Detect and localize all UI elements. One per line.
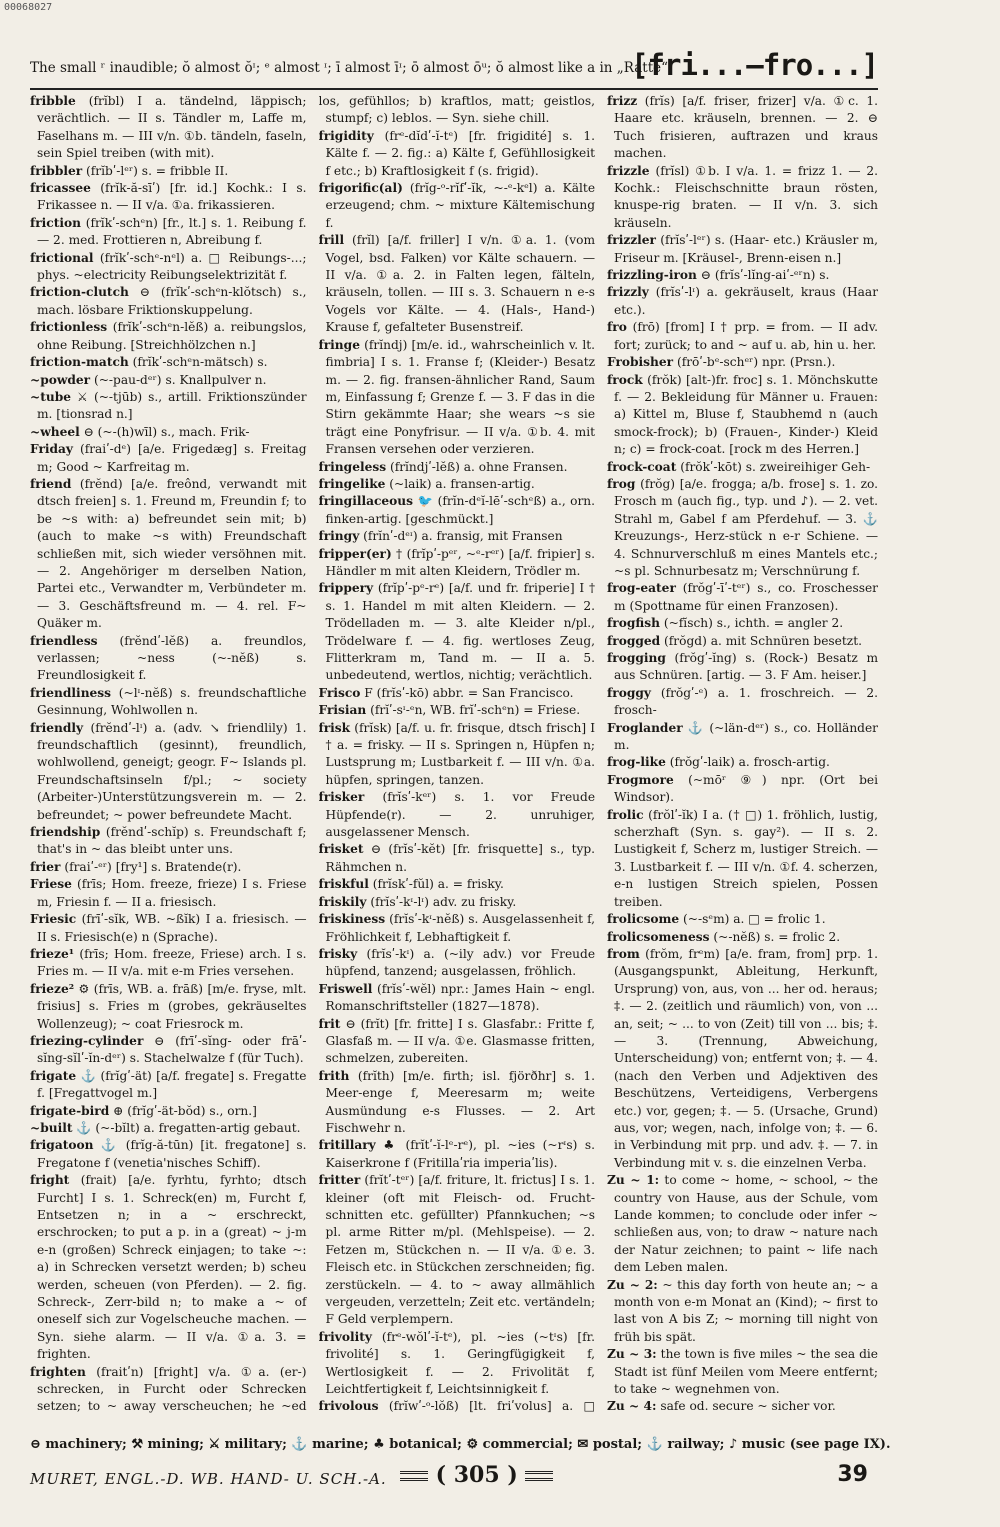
- dictionary-entry: [30, 1137, 307, 1172]
- dictionary-entry: [607, 754, 878, 771]
- source-title: MURET, ENGL.-D. WB. HAND- U. SCH.-A.: [30, 1470, 387, 1488]
- headword: friction-clutch: [30, 285, 129, 300]
- headword: friendliness: [30, 685, 112, 700]
- headword: fro: [607, 320, 627, 335]
- headword: fringelike: [318, 476, 386, 491]
- headword: friction-match: [30, 355, 129, 370]
- dictionary-entry: [607, 911, 878, 928]
- entry-definition: (frĭbl) I a. tändelnd, läppisch; verächtlich. — II s. Tändler m, Laffe m, Faselhans m. — III v/n. ①b. tändeln, faseln, sein Spiel treiben (with mit).: [37, 94, 307, 161]
- headword: fribbler: [30, 163, 83, 178]
- entry-definition: (frĭndj) [m/e. id., wahrscheinlich v. lt. fimbria] I s. 1. Franse f; (Kleider-) Besatz m. — 2. fig. fransen-ähnlicher Rand, Saum m, Einfassung f; Grenze f. — 3. F das in die Stirn gekämmte Haar; she wears ~s sie trägt eine Ponyfrisur. — II v/a. ①b. 4. mit Fransen versehen oder verzieren.: [325, 337, 596, 457]
- entry-definition: ⚓ (~län-dᵉʳ) s., co. Holländer m.: [614, 720, 879, 753]
- headword: fripper(er): [318, 546, 392, 561]
- entry-definition: (frĭs) [a/f. friser, frizer] v/a. ①c. 1. Haare etc. kräuseln, brennen. — 2. ⊖ Tuch frisieren, auftrazen und kraus machen.: [614, 94, 879, 161]
- entry-definition: (frĭskʹ-fŭl) a. = frisky.: [372, 877, 504, 892]
- entry-definition: (frĭsk) [a/f. u. fr. frisque, dtsch frisch] I † a. = frisky. — II s. Springen n, Hüpfen n; Lustsprung m; Lustbarkeit f. — III v/n. ①a. hüpfen, springen, tanzen.: [325, 720, 596, 787]
- dictionary-entry: [607, 284, 878, 319]
- headword: ~wheel: [30, 424, 80, 439]
- entry-definition: (frŏkʹ-kōt) s. zweireihiger Geh-: [680, 459, 871, 474]
- dictionary-entry: [30, 1120, 307, 1137]
- dictionary-entry: [319, 1016, 596, 1068]
- headword: froggy: [607, 685, 651, 700]
- entry-definition: (frĭndjʹ-lĕß) a. ohne Fransen.: [389, 459, 568, 474]
- headword: frolic: [607, 807, 644, 822]
- headword: frieze²: [30, 981, 75, 996]
- entry-definition: (frᵉ-dĭdʹ-ĭ-tᵉ) [fr. frigidité] s. 1. Kälte f. — 2. fig.: a) Kälte f, Gefühllosigkeit f etc.; b) Kraftlosigkeit f (s. frigid).: [325, 128, 596, 178]
- entry-definition: (fraiʹ-dᵉ) [a/e. Frigedæg] s. Freitag m; Good ~ Karfreitag m.: [37, 442, 307, 474]
- entry-definition: ⚓ (frĭgʹ-ät) [a/f. fregate] s. Fregatte f. [Fregattvogel m.]: [37, 1068, 307, 1101]
- dictionary-entry: [30, 424, 307, 441]
- page-number: [400, 1462, 553, 1488]
- dictionary-entry: [30, 354, 307, 371]
- dictionary-entry: [319, 1137, 596, 1172]
- dictionary-entry: [607, 807, 878, 911]
- entry-definition: (~laik) a. fransen-artig.: [389, 476, 535, 491]
- entry-definition: (frŏm, frᵉm) [a/e. fram, from] prp. 1. (Ausgangspunkt, Ableitung, Herkunft, Ursprung) von, aus, von ... her od. heraus; ‡. — 2. (zeitlich und räumlich) von, von ... an, seit; ~ ... to von (Zeit) till von ... bis; ‡. — 3. (Trennung, Abweichung, Unterscheidung) von; entfernt von; ‡. — 4. (nach den Verben und Adjektiven des Beschützens, Verteidigens, Verbergens etc.) vor, gegen; ‡. — 5. (Ursache, Grund) aus, vor; wegen, nach, infolge von; ‡. — 6. in Verbindung mit prp. und adv. ‡. — 7. in Verbindung mit v. s. die einzelnen Verba.: [614, 946, 879, 1170]
- dictionary-entry: [607, 459, 878, 476]
- headword: friend: [30, 476, 72, 491]
- column-3: [607, 93, 878, 1413]
- dictionary-entry: [30, 180, 307, 215]
- dictionary-entry: [30, 720, 307, 824]
- dictionary-entry: [607, 633, 878, 650]
- headword: friskiness: [318, 912, 386, 927]
- dictionary-entry: [319, 720, 596, 790]
- headword: Friday: [30, 442, 73, 457]
- entry-definition: (frĕndʹ-lĕß) a. freundlos, verlassen; ~ness (~-nĕß) s. Freundlosigkeit f.: [37, 633, 307, 683]
- headword: frizzle: [607, 163, 650, 178]
- entry-definition: ⊕ (frĭgʹ-ät-bŏd) s., orn.]: [113, 1103, 257, 1118]
- headword: Friswell: [318, 981, 373, 996]
- entry-definition: (frĕndʹ-lᶦ) a. (adv. ↘ friendlily) 1. freundschaftlich (gesinnt), freundlich, wohlwollend, geneigt; geogr. F~ Islands pl. Freundschaftsinseln f/pl.; ~ society (Arbeiter-)Unterstützungsverein m. — 2. befreundet; ~ power befreundete Macht.: [37, 720, 307, 822]
- dictionary-entry: [319, 685, 596, 702]
- entry-definition: (~mōʳ ⑨) npr. (Ort bei Windsor).: [614, 772, 879, 805]
- headword: frog-like: [607, 755, 666, 770]
- entry-definition: (frĭwʹ-ᵒ-lŏß) [lt. friʹvolus] a. □: [388, 1399, 596, 1413]
- dictionary-entry: [607, 929, 878, 946]
- entry-definition: (frĭbʹ-lᵉʳ) s. = fribble II.: [86, 163, 229, 178]
- dictionary-entry: [319, 1398, 596, 1413]
- entry-definition: (frĭtʹ-tᵉʳ) [a/f. friture, lt. frictus] I s. 1. kleiner (oft mit Fleisch- od. Frucht-schnitten etc. gefüllter) Pfannkuchen; ~s pl. arme Ritter m/pl. (Mehlspeise). — 2. Fetzen m, Stückchen n. — II v/a. ①e. 3. Fleisch etc. in Stückchen zerschneiden; fig. zerstückeln. — 4. to ~ away allmählich vergeuden, verzetteln; Zeit etc. vertändeln; F Geld verplempern.: [325, 1173, 596, 1327]
- entry-definition: (fraiʹ-ᵉʳ) [fry¹] s. Bratende(r).: [64, 859, 242, 874]
- entry-definition: (frĭsʹ-lᵉʳ) s. (Haar- etc.) Kräusler m, Friseur m. [Kräusel-, Brenn-eisen n.]: [614, 233, 879, 265]
- headword: Frobisher: [607, 355, 674, 370]
- dictionary-entry: [30, 1103, 307, 1120]
- dictionary-entry: [607, 232, 878, 267]
- entry-definition: (frŏgʹ-ᵉ) a. 1. froschreich. — 2. frosch-: [614, 685, 879, 718]
- headword: friskful: [318, 877, 369, 892]
- dictionary-entry: [607, 1346, 878, 1398]
- dictionary-entry: [607, 580, 878, 615]
- headword: fringy: [318, 529, 360, 544]
- headword: frictional: [30, 250, 94, 265]
- headword: Zu ~ 2:: [607, 1277, 658, 1292]
- entry-definition: (frĭsl) ①b. I v/a. 1. = frizz 1. — 2. Kochk.: Fleischschnitte braun rösten, knuspe-rig braten. — II v/n. 3. sich kräuseln.: [614, 163, 879, 230]
- dictionary-entry: [319, 911, 596, 946]
- entry-definition: ⊖ (frĭsʹ-lĭng-aiʹ-ᵉʳn) s.: [700, 268, 830, 283]
- headword: fringillaceous: [318, 494, 414, 509]
- dictionary-entry: [30, 284, 307, 319]
- dictionary-entry: [30, 1033, 307, 1068]
- entry-definition: the town is five miles ~ the sea die Stadt ist fünf Meilen vom Meere entfernt; to take ~ wegnehmen von.: [614, 1347, 879, 1397]
- sheet-number: 39: [837, 1462, 868, 1487]
- dictionary-entry: [607, 720, 878, 755]
- dictionary-entry: [607, 372, 878, 459]
- dictionary-entry: [30, 250, 307, 285]
- entry-definition: (frĭkʹ-schᵉ-nᵉl) a. □ Reibungs-...; phys. ~electricity Reibungselektrizität f.: [37, 250, 307, 283]
- headword: friendless: [30, 633, 98, 648]
- entry-definition: (frŏk) [alt-)fr. froc] s. 1. Mönchskutte f. — 2. Bekleidung für Männer u. Frauen: a) Kittel m, Bluse f, Staubhemd n (auch smock-frock); b) (Frauen-, Kinder-) Kleid n; c) = frock-coat. [rock m des Herren.]: [614, 372, 879, 457]
- headword: frizzly: [607, 285, 649, 300]
- headword: frisk: [318, 720, 351, 735]
- headword: frith: [318, 1068, 350, 1083]
- entry-definition: ⊖ (frĭt) [fr. fritte] I s. Glasfabr.: Fritte f, Glasfaß m. — II v/a. ①e. Glasmasse fritten, schmelzen, zubereiten.: [325, 1016, 596, 1066]
- entry-definition: (frĭg-ᵒ-rĭfʹ-ĭk, ~-ᵉ-kᵉl) a. Kälte erzeugend; chm. ~ mixture Kältemischung f.: [325, 181, 596, 230]
- dictionary-entry: [607, 615, 878, 632]
- entry-definition: (frait) [a/e. fyrhtu, fyrhto; dtsch Furcht] I s. 1. Schreck(en) m, Furcht f, Entsetzen n; in a ~ erschreckt, erschrocken; to put a p. in a (great) ~ j-m e-n (großen) Schreck einjagen; to take ~: a) in Schrecken versetzt werden; b) scheu werden, scheuen (von Pferden). — 2. fig. Schreck-, Zerr-bild n; to make a ~ of oneself sich zur Vogelscheuche machen. — Syn. siehe alarm. — II v/a. ①a. 3. = frighten.: [37, 1173, 307, 1362]
- dictionary-entry: [319, 476, 596, 493]
- dictionary-entry: [30, 215, 307, 250]
- dictionary-entry: [30, 1172, 307, 1363]
- dictionary-entry: [319, 789, 596, 841]
- dictionary-entry: [607, 93, 878, 163]
- dictionary-entry: [319, 493, 596, 528]
- page-header: [30, 48, 878, 90]
- entry-definition: (frᵉ-wŏlʹ-ĭ-tᵉ), pl. ~ies (~tᶦs) [fr. frivolité] s. 1. Geringfügigkeit f, Wertlosigkeit f. — 2. Frivolität f, Leichtfertigkeit f, Leichtsinnigkeit f.: [325, 1329, 596, 1397]
- guide-words: [fri...—fro...]: [631, 48, 878, 82]
- dictionary-entry: [607, 685, 878, 720]
- dictionary-entry: [30, 876, 307, 911]
- headword: friskily: [318, 894, 367, 909]
- entry-definition: ⚙ (frīs, WB. a. frāß) [m/e. fryse, mlt. frisius] s. Fries m (grobes, gekräuseltes Wollenzeug); ~ coat Friesrock m.: [37, 981, 307, 1031]
- dictionary-entry: [319, 876, 596, 893]
- headword: frigate: [30, 1068, 77, 1083]
- entry-definition: (frīʹ-sĭk, WB. ~ßĭk) I a. friesisch. — II s. Friesisch(e) n (Sprache).: [37, 912, 307, 944]
- headword: frisker: [318, 790, 365, 805]
- entry-definition: (~fĭsch) s., ichth. = angler 2.: [663, 616, 844, 631]
- headword: Frogmore: [607, 772, 674, 787]
- symbol-legend: ⊖ machinery; ⚒ mining; ⚔ military; ⚓ marine; ♣ botanical; ⚙ commercial; ✉ postal; ⚓ railway; ♪ music (see page IX).: [30, 1437, 891, 1452]
- dictionary-entry: [30, 476, 307, 633]
- headword: Frisian: [318, 703, 367, 718]
- dictionary-entry: [30, 859, 307, 876]
- headword: frigatoon: [30, 1138, 94, 1153]
- headword: fribble: [30, 94, 76, 108]
- dictionary-entry: [319, 1329, 596, 1399]
- headword: from: [607, 946, 640, 961]
- entry-definition: ♣ (frĭtʹ-ĭ-lᵉ-rᵉ), pl. ~ies (~rᶦs) s. Kaiserkrone f (Fritillaʹria imperiaʹlis).: [325, 1138, 596, 1170]
- entry-definition: (~lᶦ-nĕß) s. freundschaftliche Gesinnung, Wohlwollen n.: [37, 685, 307, 718]
- headword: fritillary: [318, 1138, 376, 1153]
- headword: frog: [607, 476, 636, 491]
- entry-definition: ⊖ (frĭsʹ-kĕt) [fr. frisquette] s., typ. Rähmchen n.: [325, 842, 596, 874]
- dictionary-entry: [30, 93, 307, 163]
- entry-definition: (frĭsʹ-kᶦ-lᶦ) adv. zu frisky.: [370, 894, 517, 909]
- entry-definition: 🐦 (frĭn-dᵉĭ-lēʹ-schᵉß) a., orn. finken-artig. [geschmückt.]: [325, 494, 596, 526]
- headword: friezing-cylinder: [30, 1033, 144, 1048]
- entry-definition: (frŏgʹ-īʹ-tᵉʳ) s., co. Froschesser m (Spottname für einen Franzosen).: [614, 581, 879, 613]
- headword: frippery: [318, 581, 374, 596]
- headword: frivolity: [318, 1329, 372, 1344]
- headword: Zu ~ 4:: [607, 1399, 657, 1413]
- headword: frivolous: [318, 1399, 379, 1413]
- headword: fricassee: [30, 181, 91, 196]
- headword: frit: [318, 1016, 341, 1031]
- dictionary-entry: [607, 267, 878, 284]
- entry-definition: (frōʹ-bᵉ-schᵉʳ) npr. (Prsn.).: [676, 355, 836, 370]
- dictionary-entry: [30, 911, 307, 946]
- dictionary-entry: [319, 894, 596, 911]
- entry-definition: (frŏgʹ-ĭng) s. (Rock-) Besatz m aus Schnüren. [artig. — 3. F Am. heiser.]: [614, 651, 879, 683]
- page-number-text: ( 305 ): [435, 1462, 518, 1488]
- entry-definition: (frĭl) [a/f. friller] I v/n. ①a. 1. (vom Vogel, bsd. Falken) vor Kälte schauern. — II v/a. ①a. 2. in Falten legen, fälteln, kräuseln, tollen. — III s. 3. Schauern n e-s Vogels vor Kälte. — 4. (Hals-, Hand-) Krause f, gefalteter Busenstreif.: [325, 233, 596, 335]
- headword: frizz: [607, 94, 638, 108]
- dictionary-entry: [319, 580, 596, 684]
- page-footer: [30, 1462, 878, 1502]
- entry-definition: (frĕndʹ-schĭp) s. Freundschaft f; that's in ~ das bleibt unter uns.: [37, 825, 307, 857]
- headword: fringe: [318, 337, 360, 352]
- dictionary-entry: [30, 163, 307, 180]
- dictionary-entry: [607, 1277, 878, 1347]
- entry-definition: (frĭʹ-sᶦ-ᵉn, WB. frĭʹ-schᵉn) = Friese.: [370, 703, 581, 718]
- pronunciation-key: The small ʳ inaudible; ŏ almost ŏᶦ; ᵉ almost ᶦ; ī almost īᶦ; ō almost ōᵘ; ŏ almost like a in „Ratte“.: [30, 60, 673, 76]
- dictionary-entry: [319, 841, 596, 876]
- headword: Frisco: [318, 685, 361, 700]
- entry-definition: ⚓ (~-bĭlt) a. fregatten-artig gebaut.: [76, 1120, 301, 1135]
- headword: ~built: [30, 1120, 73, 1135]
- entry-definition: (frĭpʹ-pᵉ-rᵉ) [a/f. und fr. friperie] I † s. 1. Handel m mit alten Kleidern. — 2. Trödelladen m. — 3. alte Kleider n/pl., Trödelware f. — 4. fig. wertloses Zeug, Flitterkram m, Tand m. — II a. 5. unbedeutend, wertlos, nichtig; verächtlich.: [325, 581, 596, 683]
- headword: ~tube: [30, 389, 71, 404]
- headword: frigidity: [318, 128, 374, 143]
- entry-definition: (frĭkʹ-schᵉn-mätsch) s.: [132, 355, 268, 370]
- dictionary-entry: [607, 163, 878, 233]
- entry-definition: (fraitʹn) [fright] v/a. ①a. (er-) schrecken, in Furcht oder Schrecken setzen; to ~ away verscheuchen; he ~ed: [37, 1364, 307, 1413]
- entry-definition: (frīs; Hom. freeze, Friese) arch. I s. Fries m. — II v/a. mit e-m Fries versehen.: [37, 946, 307, 979]
- dictionary-entry: [319, 180, 596, 232]
- column-2: [319, 93, 596, 1413]
- entry-definition: † (frĭpʹ-pᵉʳ, ~ᵉ-rᵉʳ) [a/f. fripier] s. Händler m mit alten Kleidern, Trödler m.: [325, 546, 596, 578]
- entry-definition: los, gefühllos; b) kraftlos, matt; geistlos, stumpf; c) leblos. — Syn. siehe chill.: [318, 94, 596, 126]
- entry-definition: ~ this day forth von heute an; ~ a month von e-m Monat an (Kind); ~ first to last von A bis Z; ~ morning till night von früh bis spät.: [614, 1277, 879, 1344]
- headword: frock-coat: [607, 459, 677, 474]
- headword: Friesic: [30, 912, 77, 927]
- headword: frighten: [30, 1364, 86, 1379]
- headword: ~powder: [30, 372, 91, 387]
- entry-definition: ⊖ (~-(h)wīl) s., mach. Frik-: [83, 424, 250, 439]
- entry-definition: (frĭsʹ-kᵉʳ) s. 1. vor Freude Hüpfende(r). — 2. unruhiger, ausgelassener Mensch.: [325, 790, 596, 840]
- headword: frogging: [607, 651, 666, 665]
- dictionary-entry: [30, 946, 307, 981]
- dictionary-entry: [607, 946, 878, 1172]
- dictionary-entry: [319, 546, 596, 581]
- dictionary-entry: [30, 1364, 307, 1413]
- double-rule-left: [400, 1471, 428, 1481]
- headword: frigorific(al): [318, 181, 403, 196]
- headword: frictionless: [30, 320, 108, 335]
- headword: frisky: [318, 946, 358, 961]
- dictionary-entry: [30, 441, 307, 476]
- scan-id: 00068027: [4, 2, 53, 13]
- dictionary-entry: [30, 981, 307, 1033]
- entry-definition: (frĭsʹ-kᶦ-nĕß) s. Ausgelassenheit f, Fröhlichkeit f, Lebhaftigkeit f.: [325, 912, 596, 944]
- dictionary-entry: [30, 372, 307, 389]
- entry-definition: (frĭkʹ-schᵉn) [fr., lt.] s. 1. Reibung f. — 2. med. Frottieren n, Abreibung f.: [37, 215, 307, 248]
- entry-definition: (frĭsʹ-wĕl) npr.: James Hain ~ engl. Romanschriftsteller (1827—1878).: [325, 981, 596, 1014]
- headword: friendly: [30, 720, 84, 735]
- headword: frieze¹: [30, 946, 75, 961]
- dictionary-entry: [607, 772, 878, 807]
- dictionary-entry: [607, 354, 878, 371]
- headword: frogged: [607, 633, 661, 648]
- entry-definition: (frĕnd) [a/e. freônd, verwandt mit dtsch freien] s. 1. Freund m, Freundin f; to be ~s with: a) befreundet sein mit; b) (auch to make ~s with) Freundschaft schließen mit, sich wieder versöhnen mit. — 2. Angehöriger m derselben Nation, Partei etc., Verwandter m, Verbündeter m. — 3. Geschäftsfreund m. — 4. rel. F~ Quäker m.: [37, 476, 307, 631]
- headword: Friese: [30, 877, 72, 892]
- entry-definition: (frĭsʹ-lᶦ) a. gekräuselt, kraus (Haar etc.).: [614, 285, 879, 317]
- double-rule-right: [525, 1471, 553, 1481]
- dictionary-entry: [30, 633, 307, 685]
- entry-definition: (frĭth) [m/e. firth; isl. fjörðhr] s. 1. Meer-enge f, Meeresarm m; weite Ausmündung e-s Flusses. — 2. Art Fischwehr n.: [325, 1068, 596, 1135]
- entry-definition: (frŏgʹ-laik) a. frosch-artig.: [669, 755, 830, 770]
- entry-definition: (frŏgd) a. mit Schnüren besetzt.: [664, 633, 862, 648]
- headword: frizzler: [607, 233, 656, 248]
- dictionary-entry: [319, 702, 596, 719]
- headword: frock: [607, 372, 643, 387]
- entry-definition: ⚔ (~-tjūb) s., artill. Friktionszünder m. [tionsrad n.]: [37, 389, 307, 422]
- headword: fringeless: [318, 459, 387, 474]
- entry-definition: (frīs; Hom. freeze, frieze) I s. Friese m, Friesin f. — II a. friesisch.: [37, 877, 307, 909]
- entry-definition: safe od. secure ~ sicher vor.: [660, 1399, 836, 1413]
- entry-definition: ⊖ (frĭkʹ-schᵉn-klŏtsch) s., mach. lösbare Friktionskuppelung.: [37, 285, 307, 317]
- dictionary-entry: [319, 981, 596, 1016]
- headword: Zu ~ 1:: [607, 1173, 660, 1188]
- dictionary-columns: [30, 93, 878, 1413]
- headword: frigate-bird: [30, 1103, 110, 1118]
- headword: Zu ~ 3:: [607, 1347, 657, 1362]
- dictionary-entry: [319, 337, 596, 459]
- dictionary-entry: [30, 319, 307, 354]
- entry-definition: (~-nĕß) s. = frolic 2.: [713, 929, 841, 944]
- headword: friendship: [30, 825, 101, 840]
- entry-definition: (frŏg) [a/e. frogga; a/b. frose] s. 1. zo. Frosch m (auch fig., typ. und ♪). — 2. vet. Strahl m, Gabel f am Pferdehuf. — 3. ⚓ Kreuzungs-, Herz-stück n e-r Schiene. — 4. Schnurverschluß m eines Mantels etc.; ~s pl. Schnurbesatz m; Verschnürung f.: [614, 476, 879, 578]
- entry-definition: ⚓ (frĭg-ă-tūn) [it. fregatone] s. Fregatone f (venetia'nisches Schiff).: [37, 1138, 307, 1170]
- headword: frisket: [318, 842, 364, 857]
- entry-definition: (frĭsʹ-kᶦ) a. (~ily adv.) vor Freude hüpfend, tanzend; ausgelassen, fröhlich.: [325, 946, 596, 979]
- headword: frogfish: [607, 616, 660, 631]
- dictionary-entry: [607, 650, 878, 685]
- headword: frog-eater: [607, 581, 676, 596]
- dictionary-entry: [319, 528, 596, 545]
- entry-definition: (~-pau-dᵉʳ) s. Knallpulver n.: [93, 372, 267, 387]
- dictionary-entry: [607, 319, 878, 354]
- dictionary-entry: [30, 1068, 307, 1103]
- dictionary-entry: [319, 232, 596, 336]
- dictionary-entry: [319, 1172, 596, 1329]
- entry-definition: F (frĭsʹ-kō) abbr. = San Francisco.: [364, 685, 574, 700]
- entry-definition: to come ~ home, ~ school, ~ the country von Hause, aus der Schule, vom Lande kommen; to conclude oder infer ~ schließen aus, von; to draw ~ nature nach der Natur zeichnen; to paint ~ life nach dem Leben malen.: [614, 1173, 879, 1275]
- dictionary-entry: [319, 1068, 596, 1138]
- entry-definition: (frĭkʹ-schᵉn-lĕß) a. reibungslos, ohne Reibung. [Streichhölzchen n.]: [37, 320, 307, 352]
- headword: fright: [30, 1173, 70, 1188]
- entry-definition: (~-sᵉm) a. □ = frolic 1.: [683, 912, 826, 927]
- dictionary-entry: [30, 389, 307, 424]
- dictionary-entry: [30, 824, 307, 859]
- headword: frolicsomeness: [607, 929, 710, 944]
- headword: friction: [30, 215, 81, 230]
- headword: frill: [318, 233, 345, 248]
- entry-definition: ⊖ (frīʹ-sĭng- oder frāʹ-sĭng-sĭlʹ-ĭn-dᵉʳ) s. Stachelwalze f (für Tuch).: [37, 1033, 307, 1066]
- headword: fritter: [318, 1173, 361, 1188]
- dictionary-entry: [319, 93, 596, 128]
- entry-definition: (frō) [from] I † prp. = from. — II adv. fort; zurück; to and ~ auf u. ab, hin u. her.: [614, 320, 879, 352]
- entry-definition: (frĭnʹ-dᵉᶦ) a. fransig, mit Fransen: [363, 529, 563, 544]
- entry-definition: (frĭk-ă-sīʹ) [fr. id.] Kochk.: I s. Frikassee n. — II v/a. ①a. frikassieren.: [37, 181, 307, 213]
- dictionary-entry: [319, 946, 596, 981]
- headword: frizzling-iron: [607, 268, 697, 283]
- dictionary-entry: [607, 476, 878, 580]
- entry-definition: (frŏlʹ-ĭk) I a. († □) 1. fröhlich, lustig, scherzhaft (Syn. s. gay²). — II s. 2. Lustigkeit f, Scherz m, lustiger Streich. — 3. Lustbarkeit f. — III v/n. ①f. 4. scherzen, e-n lustigen Streich spielen, Possen treiben.: [614, 807, 879, 909]
- dictionary-entry: [607, 1398, 878, 1413]
- headword: frier: [30, 859, 61, 874]
- dictionary-entry: [30, 685, 307, 720]
- dictionary-entry: [319, 128, 596, 180]
- column-1: [30, 93, 307, 1413]
- dictionary-entry: [607, 1172, 878, 1276]
- headword: frolicsome: [607, 912, 680, 927]
- dictionary-entry: [319, 459, 596, 476]
- headword: Froglander: [607, 720, 683, 735]
